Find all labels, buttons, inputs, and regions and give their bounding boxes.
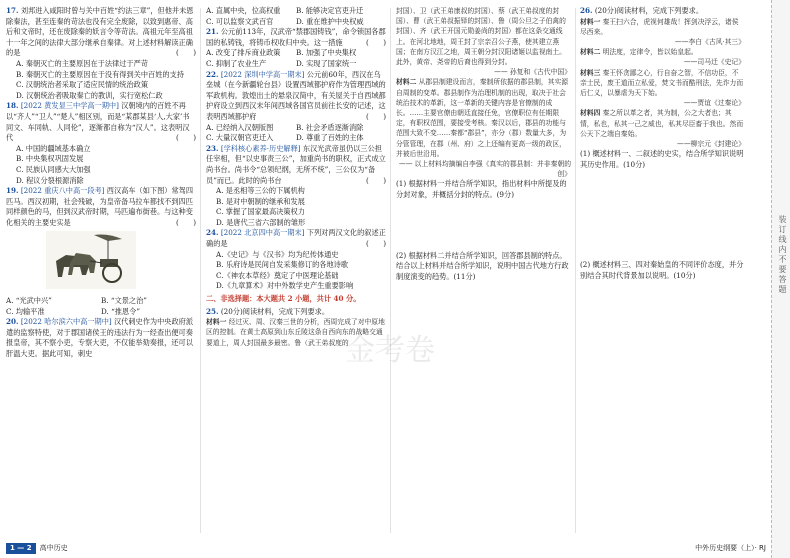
question-24: 24. [2022 北京四中高一期末] 下列对两汉文化的叙述正确的是 ( ) xyxy=(206,228,386,249)
q18-option-a: A. 中国的疆域基本确立 xyxy=(16,143,91,153)
question-26: 26. (20分)阅读材料，完成下列要求。 xyxy=(580,6,704,15)
q24-option-b: B. 乐府诗是民间自发采集修订的各地诗歌 xyxy=(216,260,349,270)
q22-option-b: B. 社会矛盾逐渐消除 xyxy=(296,122,364,132)
question-23: 23. [学科核心素养·历史解释] 东汉光武帝虽仍以三公担任宰相，但“以史事责三公”，加重尚书的职权，正式成立尚书台。尚书令“总领纪纲，无所不统”，三公仅为“备员”而已。此时的尚书台 ( ) xyxy=(206,143,386,185)
question-17: 17. 刘邦进入咸阳时曾与关中百姓“约法三章”，但他并未恩除秦法，甚至连秦的苛法也没有完全废除，以致到惠帝、高后和文帝时，还在废除秦的妖言令等苛法。高祖元年至高祖十一年之间的法律大部分继承自秦律。对上述材料解读正确的是 ( ) xyxy=(6,6,196,58)
binding-strip xyxy=(771,0,790,558)
q20-option-a: A. 直属中央，位高权重 xyxy=(206,6,281,15)
q26-material-3: 材料三 秦王怀贪鄙之心，行自奋之智，不信功臣，不亲士民，废王道而立私爱，焚文书而酷刑法，先诈力而后仁义，以暴虐为天下始。 xyxy=(580,68,744,98)
q18-option-d: D. 程议分裂根源消除 xyxy=(16,175,84,185)
q20-option-d: D. 重在维护中央权威 xyxy=(296,16,364,26)
column-divider xyxy=(390,8,391,533)
q22-option-d: D. 尊重了百姓的主体 xyxy=(296,133,364,143)
q20-option-b: B. 能够决定官吏升迁 xyxy=(296,6,364,15)
q26-material-2: 材料二 明法度，定律令，皆以始皇起。 xyxy=(580,48,698,57)
watermark-logo xyxy=(330,320,450,380)
binding-warning-text: 装订线内不要答题 xyxy=(778,215,787,295)
q25-material-2-source: —— 以上材料均摘编自李强《真实的郡县制：并非秦朝的创》 xyxy=(398,160,571,179)
q19-options xyxy=(6,296,196,317)
q23-option-a: A. 是丞相等三公的下属机构 xyxy=(216,186,305,196)
q26-subquestion-2: (2) 概述材料三、四对秦始皇的不同评价态度，并分别结合其时代背景加以说明。(10分) xyxy=(580,260,744,281)
q26-material-1: 材料一 秦王扫六合，虎视何雄哉！挥剑决浮云，诸侯尽西来。 xyxy=(580,17,739,36)
question-21: 21. 公元前113年，汉武帝“禁郡国铸钱”，命令锁国各郡国的私铸钱，将铸币权收归中央。这一措施 ( ) xyxy=(206,27,386,47)
q17-option-c: C. 汉朝统治者采取了适应民情的统治政策 xyxy=(16,80,149,90)
column-divider xyxy=(200,8,201,533)
book-title: 高中历史 xyxy=(39,544,68,553)
q21-option-d: D. 实现了国家统一 xyxy=(296,58,357,68)
footer-left xyxy=(6,543,68,554)
q18-option-c: C. 民族认同感大大加强 xyxy=(16,164,91,174)
q26-material-2-source: ——司马迁《史记》 xyxy=(683,58,745,67)
q26-material-4-source: ——柳宗元《封建论》 xyxy=(677,140,745,149)
footer-right: 中外历史纲要（上）· RJ xyxy=(695,544,766,553)
q20-option-c: C. 可以监察文武百官 xyxy=(206,16,274,26)
bronze-chariot-image xyxy=(46,231,136,289)
q24-option-c: C.《神农本草经》奠定了中医理论基础 xyxy=(216,270,339,280)
q23-option-d: D. 是唐代三省六部制的雏形 xyxy=(216,217,306,227)
q21-option-c: C. 抑制了农业生产 xyxy=(206,58,267,68)
q19-option-b: B. “文景之治” xyxy=(101,296,147,306)
section-2-title: 二、非选择题：本大题共 2 小题，共计 40 分。 xyxy=(206,294,361,304)
q23-option-c: C. 掌握了国家最高决策权力 xyxy=(216,207,305,217)
q22-option-a: A. 已经纳入汉朝版图 xyxy=(206,122,274,132)
q19-option-d: D. “推恩令” xyxy=(101,306,140,316)
q17-option-d: D. 汉朝统治者吸取秦亡的教训，实行宽松仁政 xyxy=(16,90,163,100)
answer-space xyxy=(580,170,745,260)
answer-space xyxy=(396,201,571,251)
q17-option-b: B. 秦朝灭亡的主要原因在于没有得到关中百姓的支持 xyxy=(16,69,184,79)
svg-text:金考卷: 金考卷 xyxy=(345,333,435,368)
column-3 xyxy=(396,6,571,282)
question-18: 18. [2022 黄发显三中学高一期中] 汉朝境内的百姓不再以“齐人”“卫人”“楚人”相区别，而是“某郡某县‘人,大家’书同文、车同轨、人同伦”，逐渐都自称为“汉人”。这表明汉代 ( ) xyxy=(6,101,196,143)
page-number: 1 — 2 xyxy=(6,543,36,554)
q25-material-2: 材料二 从郡县制建设而言，秦制所依据的郡县制，其实源自周制的变革。郡县制作为治理机制的出现，取决于社会统治技术的革新，这一革新的关键内容是官僚制的成长。……主要官僚由朝廷直接任免，官僚职位有任期限定，有职权范围，要接受考核。秦汉以后，郡县的功能与范围大致不变……秦都“郡县”，亦分（郡）数量大多，为分管管理，在郡（州、府）之上还编有更高一级的政区，并被后世沿用。 xyxy=(396,78,569,158)
question-20: 20. [2022 哈尔滨六中高一期中] 汉代刺史作为中央政府派遣的监察特使，对于郡国诸侯王的违法行为一经查出便可奏报皇帝，其不察小吏，专察大吏，不仅能举劾奏报，还可以肝温大吏。据此可知，刺史 xyxy=(6,317,194,359)
q19-option-a: A. “光武中兴” xyxy=(6,296,52,306)
q26-material-3-source: ——贾谊《过秦论》 xyxy=(683,99,745,108)
q17-option-a: A. 秦朝灭亡的主要原因在于法律过于严苛 xyxy=(16,58,148,68)
q25-material-1-cont: 封国）、卫（武王弟康叔的封国）、蔡（武王弟叔度的封国）、曹（武王弟叔振铎的封国）、鲁（周公旦之子伯禽的封国）、齐（武王开国元勋姜尚的封国）都在这条交通线上。在河北地地，周王封了宗亲召公子燕，使其建立燕国；在南方汉江之地，周王朝分封汉阳诸姬以监视南土。此外，黄帝、尧帝的后裔也得到分封。 xyxy=(396,7,566,67)
q22-options xyxy=(206,123,386,144)
q26-material-4: 材料四 秦之所以革之者，其为制，公之大者也；其情，私也，私其一己之威也，私其尽臣畜于我也。然而公天下之端自秦始。 xyxy=(580,109,744,138)
q24-option-d: D.《九章算术》对中外数学史产生重要影响 xyxy=(216,281,354,291)
q22-option-c: C. 大量汉朝官吏迁入 xyxy=(206,133,274,143)
q18-option-b: B. 中央集权巩固发展 xyxy=(16,154,84,164)
q25-material-1-source: —— 孙复和《古代中国》 xyxy=(494,68,571,77)
q24-option-a: A.《史记》与《汉书》均为纪传体通史 xyxy=(216,249,339,259)
column-4 xyxy=(580,6,745,282)
q21-option-b: B. 加强了中央集权 xyxy=(296,48,357,58)
q21-option-a: A. 改变了排斥商业政策 xyxy=(206,48,281,58)
q20-options xyxy=(206,6,386,27)
question-22: 22. [2022 深圳中学高一期末] 公元前60年，西汉在乌垒城（在今新疆轮台县）设置西域都护府作为管理西域的军政机构。敦煌出土的悬泉汉简中，有关屋关于自西域都护府设立到西汉末年间西域各国官员前往长安的记述，这表明西域都护府 ( ) xyxy=(206,69,386,121)
q23-option-b: B. 是对中朝制的继承和发展 xyxy=(216,196,305,206)
q26-subquestion-1: (1) 概述材料一、二叙述的史实，结合所学知识说明其历史作用。(10分) xyxy=(580,149,744,169)
q25-subquestion-1: (1) 根据材料一并结合所学知识，指出材料中所提及的分封对象，并概括分封的特点。(9分) xyxy=(396,179,567,200)
q26-material-1-source: ——李白《古风·其三》 xyxy=(674,38,745,46)
q25-subquestion-2: (2) 根据材料二并结合所学知识，回答郡县制的特点。结合以上材料并结合所学知识，说明中国古代地方行政制度演变的趋势。(11分) xyxy=(396,250,569,281)
q21-options xyxy=(206,48,386,69)
column-2 xyxy=(206,6,386,348)
q19-option-c: C. 均输平准 xyxy=(6,306,45,316)
question-19: 19. [2022 重庆八中高一段考] 西汉高车（如下图）常驾四匹马。西汉初期，社会残破，为皇帝备马拉车都找不到四匹同样颜色的马，但到汉武帝时期，马匹遍布街巷。与这种变化相关的主要史实是 ( ) xyxy=(6,186,196,227)
column-divider xyxy=(575,8,576,533)
column-1 xyxy=(6,6,196,360)
q25-material-1: 材料一 经过灭、周、汉秦三世的分析，西周完成了对中原地区的控制。在黄土高原到山东丘陵这条自西向东的战略交通要道上，周人封国最多最密。鲁（武王弟叔度的 xyxy=(206,318,385,347)
question-25: 25. (20分)阅读材料，完成下列要求。 xyxy=(206,306,330,316)
